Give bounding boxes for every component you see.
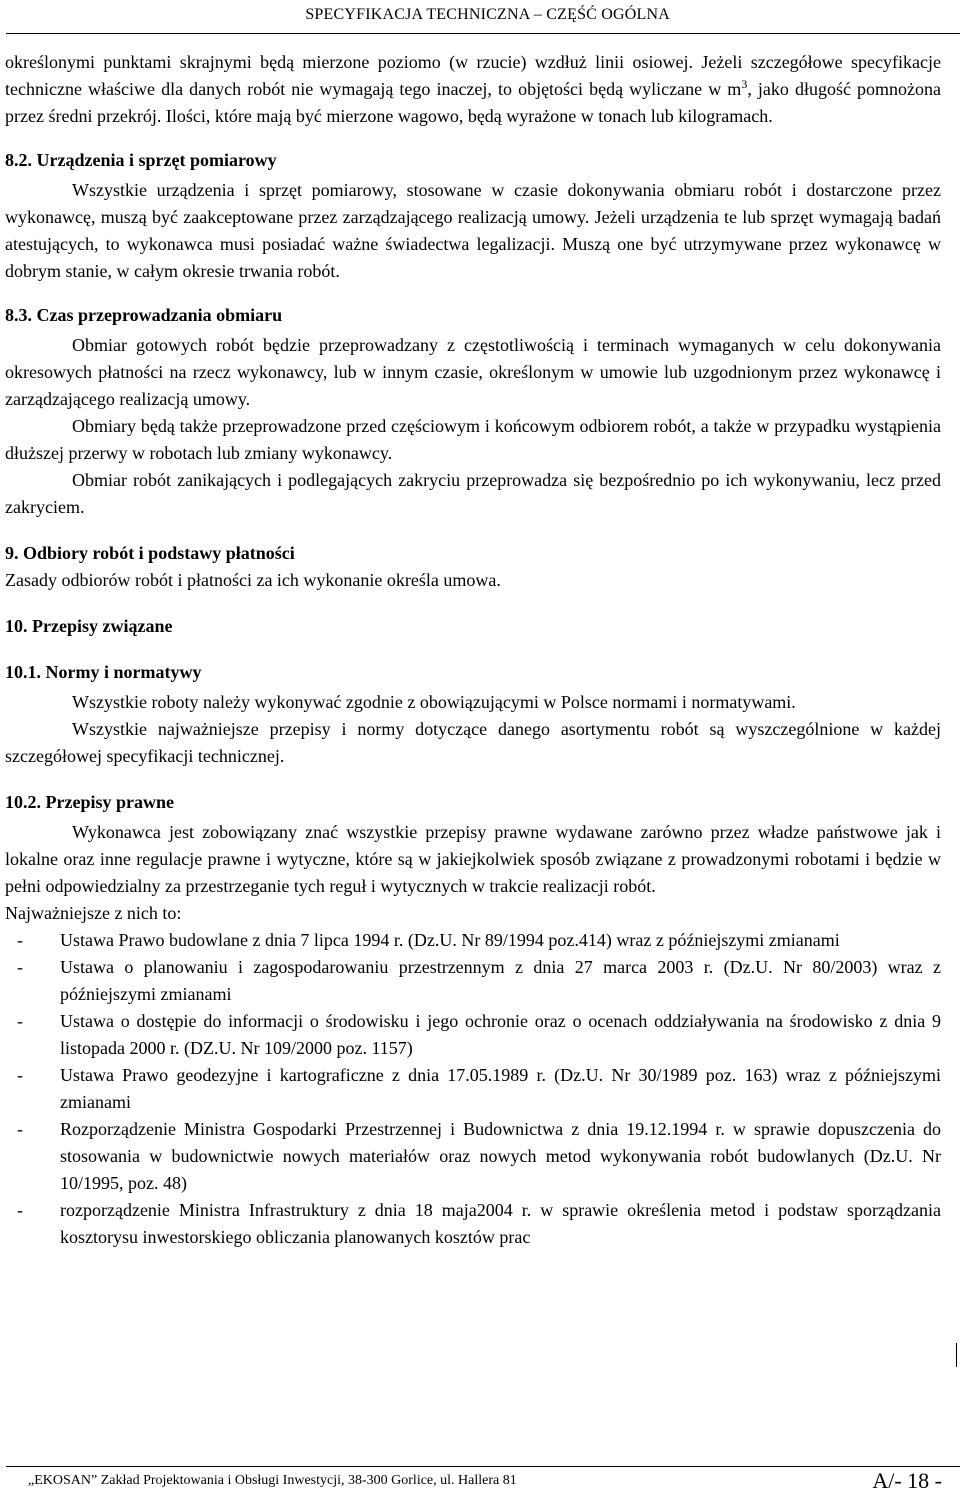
running-header: SPECYFIKACJA TECHNICZNA – CZĘŚĆ OGÓLNA [305,6,670,23]
section-8-3-heading: 8.3. Czas przeprowadzania obmiaru [5,305,283,325]
section-8-2-paragraph: Wszystkie urządzenia i sprzęt pomiarowy, stosowane w czasie dokonywania obmiaru robót i dostarczone przez wykonawcę, muszą być zaakceptowane przez zarządzającego realizacją umowy. Jeżeli urządzenia te lub sprzęt wymagają badań atestujących, to wykonawca musi posiadać ważne świadectwa legalizacji. Muszą one być utrzymywane przez wykonawcę w dobrym stanie, w całym okresie trwania robót. [5,180,941,281]
list-dash: - [17,1119,23,1139]
section-10-2-list-intro: Najważniejsze z nich to: [5,903,182,923]
list-dash: - [17,1200,23,1220]
list-item [5,927,941,954]
section-10-1-heading: 10.1. Normy i normatywy [5,662,202,682]
section-8-3-paragraph-2: Obmiary będą także przeprowadzone przed częściowym i końcowym odbiorem robót, a także w przypadku wystąpienia dłuższej przerwy w robotach lub zmiany wykonawcy. [5,416,941,463]
revision-bar [956,1343,957,1367]
section-9-text: Zasady odbiorów robót i płatności za ich wykonanie określa umowa. [5,570,501,590]
document-body [5,49,941,1251]
intro-text-start: określonymi punktami skrajnymi będą mierzone poziomo (w rzucie) wzdłuż linii osiowej. Jeżeli szczegółowe specyfikacje techniczne właściwe dla danych robót nie wymagają tego inaczej, to objętości będą wyliczane w m [5,52,941,99]
section-9-heading: 9. Odbiory robót i podstawy płatności [5,543,295,563]
section-10-2-paragraph: Wykonawca jest zobowiązany znać wszystkie przepisy prawne wydawane zarówno przez władze państwowe jak i lokalne oraz inne regulacje prawne i wytyczne, które są w jakiejkolwiek sposób związane z prowadzonymi robotami i będzie w pełni odpowiedzialny za przestrzeganie tych reguł i wytycznych w trakcie realizacji robót. [5,822,941,896]
intro-paragraph [5,49,941,130]
section-10-1-paragraph-2: Wszystkie najważniejsze przepisy i normy dotyczące danego asortymentu robót są wyszczególnione w każdej szczegółowej specyfikacji technicznej. [5,719,941,766]
section-8-3-paragraph-1: Obmiar gotowych robót będzie przeprowadzany z częstotliwością i terminach wymaganych w celu dokonywania okresowych płatności na rzecz wykonawcy, lub w innym czasie, określonym w umowie lub uzgodnionym przez wykonawcę i zarządzającego realizacją umowy. [5,335,941,409]
list-item [5,1116,941,1197]
list-dash: - [17,930,23,950]
list-item [5,1197,941,1251]
list-dash: - [17,1065,23,1085]
list-item [5,1062,941,1116]
list-dash: - [17,957,23,977]
list-dash: - [17,1011,23,1031]
list-item-text: Ustawa Prawo geodezyjne i kartograficzne z dnia 17.05.1989 r. (Dz.U. Nr 30/1989 poz. 163) wraz z późniejszymi zmianami [60,1065,941,1112]
list-item [5,1008,941,1062]
section-10-1-paragraph-1: Wszystkie roboty należy wykonywać zgodnie z obowiązującymi w Polsce normami i normatywami. [72,692,796,712]
list-item [5,954,941,1008]
cubic-superscript: 3 [741,77,748,91]
list-item-text: rozporządzenie Ministra Infrastruktury z dnia 18 maja2004 r. w sprawie określenia metod i podstaw sporządzania kosztorysu inwestorskiego obliczania planowanych kosztów prac [60,1200,941,1247]
list-item-text: Ustawa o planowaniu i zagospodarowaniu przestrzennym z dnia 27 marca 2003 r. (Dz.U. Nr 80/2003) wraz z późniejszymi zmianami [60,957,941,1004]
intro-text-end: , jako długość pomnożona przez średni przekrój. Ilości, które mają być mierzone wagowo, będą wyrażone w tonach lub kilogramach. [5,79,942,126]
section-10-heading: 10. Przepisy związane [5,616,173,636]
list-item-text: Ustawa Prawo budowlane z dnia 7 lipca 1994 r. (Dz.U. Nr 89/1994 poz.414) wraz z późniejszymi zmianami [60,930,840,950]
section-10-2-heading: 10.2. Przepisy prawne [5,792,174,812]
regulations-list [5,927,941,1251]
list-item-text: Rozporządzenie Ministra Gospodarki Przestrzennej i Budownictwa z dnia 19.12.1994 r. w sprawie dopuszczenia do stosowania w budownictwie nowych materiałów oraz nowych metod wykonywania robót budowlanych (Dz.U. Nr 10/1995, poz. 48) [60,1119,941,1193]
section-8-3-paragraph-3: Obmiar robót zanikających i podlegających zakryciu przeprowadza się bezpośrednio po ich wykonywaniu, lecz przed zakryciem. [5,470,941,517]
footer-rule [6,1466,960,1467]
section-8-2-heading: 8.2. Urządzenia i sprzęt pomiarowy [5,150,277,170]
footer-company: „EKOSAN” Zakład Projektowania i Obsługi Inwestycji, 38-300 Gorlice, ul. Hallera 81 [28,1473,517,1488]
list-item-text: Ustawa o dostępie do informacji o środowisku i jego ochronie oraz o ocenach oddziaływania na środowisko z dnia 9 listopada 2000 r. (DZ.U. Nr 109/2000 poz. 1157) [60,1011,941,1058]
header-rule [6,33,960,34]
page-number: A/- 18 - [872,1468,942,1493]
